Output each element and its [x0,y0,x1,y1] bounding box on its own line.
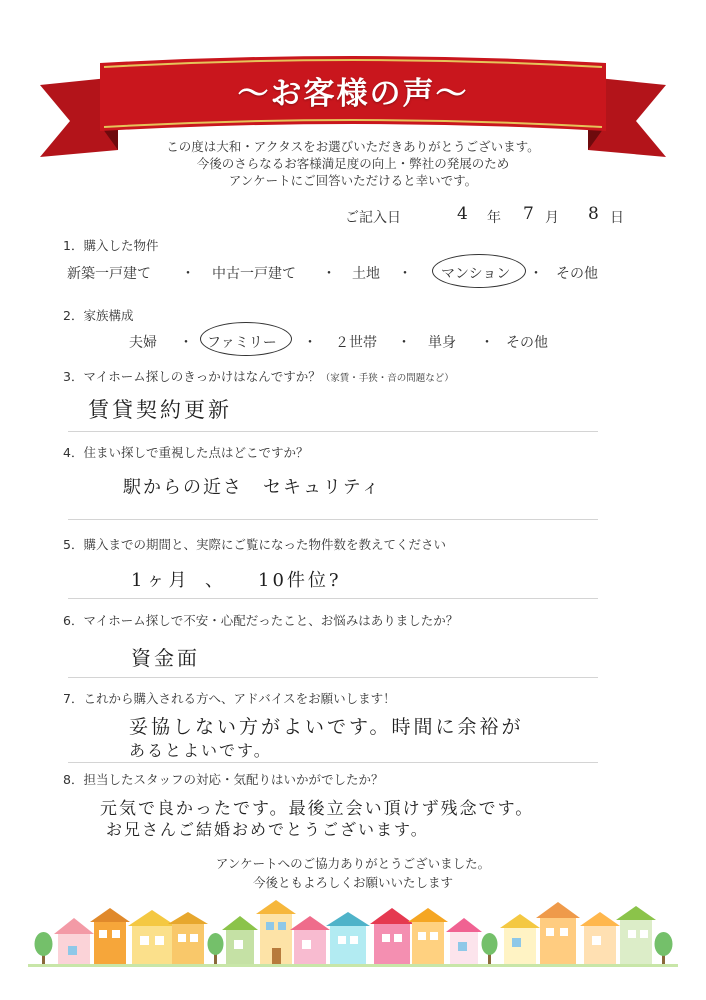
house-icon [500,914,540,964]
q1-option: 土地 [352,266,380,282]
closing-line: アンケートへのご協力ありがとうございました。 [215,856,491,871]
divider [68,762,598,763]
question-7-label: 7．これから購入される方へ、アドバイスをお願いします！ [63,691,396,706]
divider [68,431,598,432]
q7-answer-line: あるとよいです。 [129,741,272,760]
question-1-label: 1．購入した物件 [63,238,159,253]
intro-line: アンケートにご回答いただけると幸いです。 [228,173,478,188]
divider [68,677,598,678]
q2-separator: ・ [397,335,411,351]
intro-text [0,138,706,189]
date-day-value: 8 [588,204,599,224]
date-year-value: 4 [457,204,468,224]
house-icon [446,918,482,964]
house-icon [222,916,258,964]
house-icon [580,912,620,964]
house-icon [90,908,130,964]
house-icon [408,908,448,964]
q1-separator: ・ [181,266,195,282]
house-icon [370,908,414,964]
tree-icon [35,932,53,964]
q1-option: その他 [556,266,598,282]
q2-option: 夫婦 [129,335,157,351]
closing-line: 今後ともよろしくお願いいたします [252,875,453,890]
q3-answer: 賃貸契約更新 [88,398,232,422]
q6-answer: 資金面 [131,646,200,670]
question-5-label: 5．購入までの期間と、実際にご覧になった物件数を教えてください [63,537,446,552]
question-8-label: 8．担当したスタッフの対応・気配りはいかがでしたか？ [63,772,384,787]
q1-option-selected: マンション [441,266,511,282]
question-2-label: 2．家族構成 [63,308,134,323]
house-icon [168,912,208,964]
q5-answer-count: 10件位? [258,570,342,591]
house-icon [128,910,176,964]
q2-separator: ・ [480,335,494,351]
closing-message [0,854,706,892]
date-month-value: 7 [523,204,534,224]
date-label: ご記入日 [345,210,401,226]
q4-answer: 駅からの近さ セキュリティ [123,477,382,498]
q2-option: その他 [506,335,548,351]
q5-answer-period: 1ヶ月 [131,570,191,591]
divider [68,519,598,520]
house-icon [326,912,370,964]
q1-separator: ・ [322,266,336,282]
tree-icon [208,933,224,964]
q8-answer-line: お兄さんご結婚おめでとうございます。 [106,820,429,839]
intro-line: 今後のさらなるお客様満足度の向上・弊社の発展のため [196,156,510,171]
question-3-label [63,367,454,385]
tree-icon [655,932,673,964]
house-icon [54,918,94,964]
question-4-label: 4．住まい探しで重視した点はどこですか？ [63,445,309,460]
question-3-text: 3．マイホーム探しのきっかけはなんですか？ [63,369,321,384]
q2-option: ２世帯 [335,335,377,351]
q1-option: 中古一戸建て [212,266,296,282]
q1-separator: ・ [398,266,412,282]
tree-icon [482,933,498,964]
q8-answer-line: 元気で良かったです。最後立会い頂けず残念です。 [100,799,535,819]
question-3-note: （家賃・手狭・音の問題など） [320,373,454,384]
date-day-unit: 日 [610,210,624,226]
q1-separator: ・ [529,266,543,282]
q1-option: 新築一戸建て [67,266,151,282]
q2-separator: ・ [303,335,317,351]
date-year-unit: 年 [487,210,501,226]
q2-option: 単身 [428,335,456,351]
divider [68,598,598,599]
q5-answer-separator: 、 [205,570,223,591]
q2-option-selected: ファミリー [207,335,277,351]
house-icon [616,906,656,964]
q7-answer-line: 妥協しない方がよいです。時間に余裕が [129,716,524,738]
date-month-unit: 月 [545,210,559,226]
house-icon [290,916,330,964]
q2-separator: ・ [179,335,193,351]
question-6-label: 6．マイホーム探しで不安・心配だったこと、お悩みはありましたか？ [63,613,459,628]
house-icon [536,902,580,964]
houses-illustration [28,900,678,970]
house-icon [256,900,296,964]
intro-line: この度は大和・アクタスをお選びいただきありがとうございます。 [166,139,540,154]
page-title: ～お客様の声～ [237,76,469,112]
